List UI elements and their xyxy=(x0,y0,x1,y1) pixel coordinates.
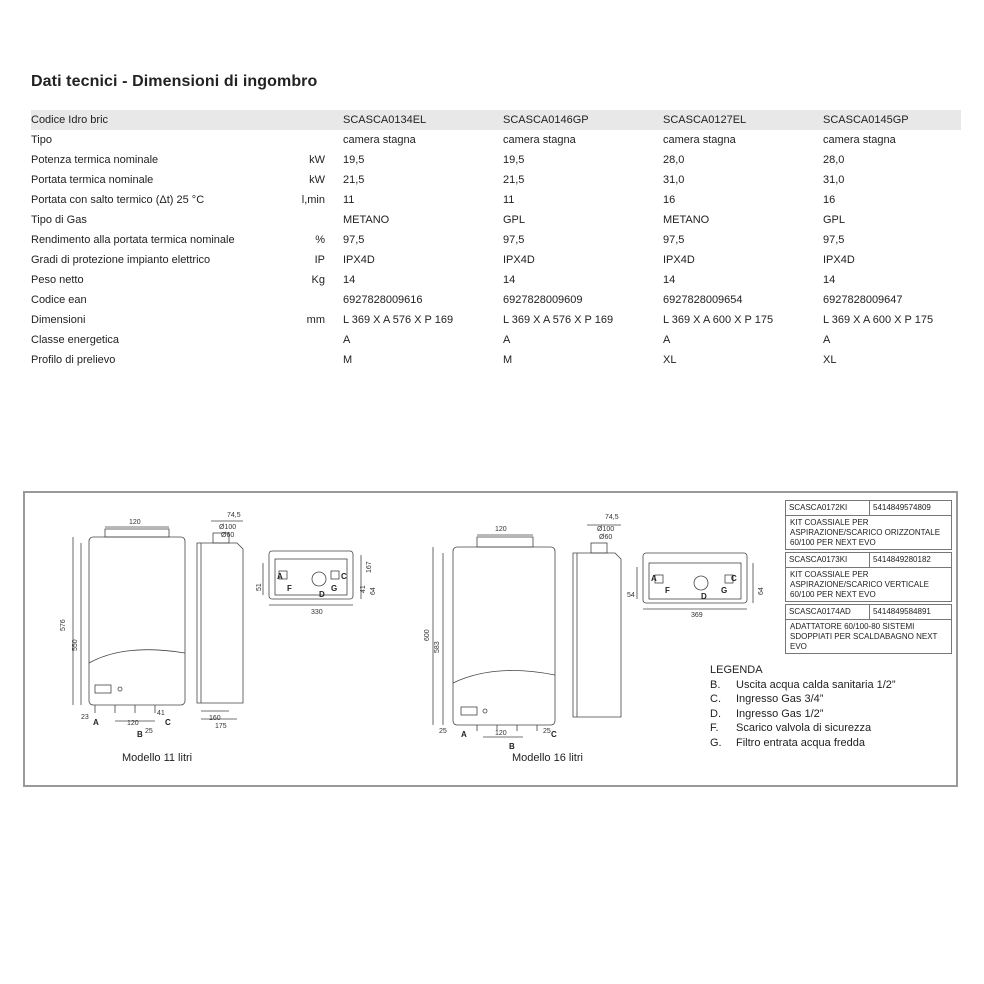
accessory-code-row xyxy=(785,604,952,620)
spec-value: SCASCA0134EL xyxy=(343,110,503,130)
spec-value: 14 xyxy=(823,274,836,286)
legend-text: Scarico valvola di sicurezza xyxy=(736,722,872,734)
spec-value: IPX4D xyxy=(343,254,375,266)
spec-row xyxy=(31,330,961,350)
dim-16-left-offset: 25 xyxy=(439,728,447,735)
spec-value: A xyxy=(663,334,671,346)
spec-label: Tipo xyxy=(31,134,52,146)
accessory-description: KIT COASSIALE PER ASPIRAZIONE/SCARICO VERTICALE 60/100 PER NEXT EVO xyxy=(785,568,952,602)
spec-label: Codice ean xyxy=(31,294,87,306)
accessory-ean: 5414849280182 xyxy=(873,555,931,564)
side-view-16 xyxy=(573,525,621,717)
dim-11-left-offset: 23 xyxy=(81,714,89,721)
spec-value: L 369 X A 576 X P 169 xyxy=(503,314,614,326)
dim-16-d100: Ø100 xyxy=(597,526,615,533)
dim-11-d60: Ø60 xyxy=(221,532,235,539)
spec-label: Dimensioni xyxy=(31,314,86,326)
spec-value: camera stagna xyxy=(663,134,736,146)
spec-row xyxy=(31,170,961,190)
spec-unit: IP xyxy=(314,254,325,266)
spec-value: 14 xyxy=(343,274,356,286)
spec-value: A xyxy=(823,334,831,346)
label-11-bottom-f: F xyxy=(287,584,292,593)
label-16-bottom-a: A xyxy=(651,574,657,583)
label-16-bottom-g: G xyxy=(721,586,728,595)
spec-value: 97,5 xyxy=(503,234,525,246)
side-view-11 xyxy=(197,521,243,719)
spec-value: M xyxy=(503,354,513,366)
spec-row xyxy=(31,290,961,310)
spec-value: 21,5 xyxy=(503,174,525,186)
accessory-code: SCASCA0172KI xyxy=(786,501,870,515)
spec-value: A xyxy=(343,334,351,346)
accessory-ean: 5414849574809 xyxy=(873,503,931,512)
accessory-description: KIT COASSIALE PER ASPIRAZIONE/SCARICO ORIZZONTALE 60/100 PER NEXT EVO xyxy=(785,516,952,550)
label-16-b: B xyxy=(509,742,515,751)
dim-11-left-h: 51 xyxy=(256,583,263,591)
spec-value: SCASCA0127EL xyxy=(663,110,823,130)
dim-11-right-h3: 64 xyxy=(370,587,377,595)
dim-16-height-body: 583 xyxy=(434,641,441,653)
spec-label: Portata termica nominale xyxy=(31,174,154,186)
spec-value: 16 xyxy=(823,194,836,206)
spec-label: Rendimento alla portata termica nominale xyxy=(31,234,235,246)
spec-unit: l,min xyxy=(301,194,325,206)
spec-label: Portata con salto termico (Δt) 25 °C xyxy=(31,194,205,206)
spec-unit xyxy=(301,130,343,150)
accessories-box xyxy=(785,500,952,656)
legend-key: B. xyxy=(710,678,721,691)
spec-label: Classe energetica xyxy=(31,334,120,346)
spec-value: 21,5 xyxy=(343,174,365,186)
spec-value: SCASCA0145GP xyxy=(823,110,961,130)
legend-key: C. xyxy=(710,693,721,705)
spec-unit: kW xyxy=(309,174,325,186)
spec-value: METANO xyxy=(343,214,390,226)
legend-item xyxy=(710,692,896,707)
accessory-ean: 5414849584891 xyxy=(873,607,931,616)
spec-value: 14 xyxy=(503,274,516,286)
spec-value: XL xyxy=(663,354,677,366)
dim-11-depth-top: 74,5 xyxy=(227,512,241,519)
legend-key: D. xyxy=(710,707,721,720)
spec-row xyxy=(31,350,961,370)
dim-16-depth-top: 74,5 xyxy=(605,514,619,521)
spec-value: 28,0 xyxy=(663,154,685,166)
spec-value: 19,5 xyxy=(503,154,525,166)
dim-11-bottom-width: 330 xyxy=(311,609,323,616)
legend-key: G. xyxy=(710,736,722,749)
model-16-caption: Modello 16 litri xyxy=(512,752,583,764)
label-11-b: B xyxy=(137,730,143,739)
dim-16-height-total: 600 xyxy=(424,629,431,641)
spec-value: SCASCA0146GP xyxy=(503,110,663,130)
dim-11-offset-25: 25 xyxy=(145,728,153,735)
spec-unit: mm xyxy=(306,314,325,326)
accessory-code: SCASCA0173KI xyxy=(786,553,870,567)
spec-value: 6927828009654 xyxy=(663,294,743,306)
spec-unit xyxy=(301,330,343,350)
dim-16-right-h: 64 xyxy=(758,587,765,595)
dim-11-depth-2: 175 xyxy=(215,723,227,730)
spec-label: Codice Idro bric xyxy=(31,110,301,130)
spec-value: camera stagna xyxy=(823,134,896,146)
spec-value: IPX4D xyxy=(503,254,535,266)
legend-text: Ingresso Gas 3/4” xyxy=(736,693,824,705)
spec-value: camera stagna xyxy=(503,134,576,146)
spec-value: L 369 X A 576 X P 169 xyxy=(343,314,454,326)
spec-header-row xyxy=(31,110,961,130)
legend xyxy=(710,663,896,750)
spec-unit: kW xyxy=(309,154,325,166)
dim-11-bottom-spacing: 120 xyxy=(127,720,139,727)
spec-value: 31,0 xyxy=(823,174,845,186)
accessory-code: SCASCA0174AD xyxy=(786,605,870,619)
legend-key: F. xyxy=(710,722,719,734)
spec-value: 97,5 xyxy=(343,234,365,246)
spec-row xyxy=(31,190,961,210)
spec-unit xyxy=(301,210,343,230)
label-11-bottom-a: A xyxy=(277,572,283,581)
accessory-code-row xyxy=(785,500,952,516)
label-16-bottom-c: C xyxy=(731,574,737,583)
label-16-a: A xyxy=(461,730,467,739)
dim-11-height-body: 550 xyxy=(72,639,79,651)
dim-11-d100: Ø100 xyxy=(219,524,237,531)
legend-item xyxy=(710,678,896,693)
spec-value: IPX4D xyxy=(823,254,855,266)
front-view-11 xyxy=(73,527,185,721)
legend-item xyxy=(710,736,896,751)
spec-row xyxy=(31,230,961,250)
model-11-caption: Modello 11 litri xyxy=(122,752,193,764)
front-view-16 xyxy=(433,535,555,737)
spec-label: Gradi di protezione impianto elettrico xyxy=(31,254,211,266)
spec-label: Peso netto xyxy=(31,274,84,286)
legend-text: Filtro entrata acqua fredda xyxy=(736,736,866,749)
dim-11-height-total: 576 xyxy=(60,619,67,631)
legend-text: Uscita acqua calda sanitaria 1/2” xyxy=(736,678,896,691)
dim-16-d60: Ø60 xyxy=(599,534,613,541)
legend-title: LEGENDA xyxy=(710,664,763,676)
spec-unit xyxy=(301,290,343,310)
spec-value: 31,0 xyxy=(663,174,685,186)
spec-value: 28,0 xyxy=(823,154,845,166)
label-11-bottom-c: C xyxy=(341,572,347,581)
spec-unit xyxy=(301,110,343,130)
dim-11-top-width: 120 xyxy=(129,519,141,526)
spec-row xyxy=(31,150,961,170)
label-16-bottom-d: D xyxy=(701,592,707,601)
spec-value: GPL xyxy=(503,214,526,226)
spec-value: M xyxy=(343,354,353,366)
dim-11-right-h2: 41 xyxy=(360,585,367,593)
spec-value: 6927828009647 xyxy=(823,294,903,306)
page-title: Dati tecnici - Dimensioni di ingombro xyxy=(31,73,318,90)
spec-label: Potenza termica nominale xyxy=(31,154,159,166)
spec-row xyxy=(31,210,961,230)
dim-11-depth-1: 160 xyxy=(209,715,221,722)
spec-value: XL xyxy=(823,354,837,366)
dim-16-top-width: 120 xyxy=(495,526,507,533)
dim-11-right-offset: 41 xyxy=(157,710,165,717)
label-11-c: C xyxy=(165,718,171,727)
spec-value: L 369 X A 600 X P 175 xyxy=(663,314,774,326)
spec-value: 11 xyxy=(503,194,515,206)
legend-item xyxy=(710,707,896,722)
spec-label: Profilo di prelievo xyxy=(31,354,116,366)
dim-16-bottom-width: 369 xyxy=(691,612,703,619)
spec-value: METANO xyxy=(663,214,710,226)
dim-16-right-offset: 25 xyxy=(543,728,551,735)
spec-unit xyxy=(301,350,343,370)
spec-row xyxy=(31,310,961,330)
spec-unit: % xyxy=(315,234,325,246)
label-16-c: C xyxy=(551,730,557,739)
legend-text: Ingresso Gas 1/2” xyxy=(736,707,824,720)
spec-value: 6927828009616 xyxy=(343,294,423,306)
dim-16-bottom-spacing: 120 xyxy=(495,730,507,737)
accessory-description: ADATTATORE 60/100-80 SISTEMI SDOPPIATI PER SCALDABAGNO NEXT EVO xyxy=(785,620,952,654)
label-11-a: A xyxy=(93,718,99,727)
legend-item xyxy=(710,721,896,736)
dim-11-right-h1: 167 xyxy=(366,561,373,573)
spec-value: camera stagna xyxy=(343,134,416,146)
spec-table xyxy=(31,110,961,370)
spec-value: 97,5 xyxy=(663,234,685,246)
spec-value: GPL xyxy=(823,214,846,226)
spec-value: L 369 X A 600 X P 175 xyxy=(823,314,934,326)
accessory-code-row xyxy=(785,552,952,568)
spec-value: 14 xyxy=(663,274,676,286)
label-11-bottom-d: D xyxy=(319,590,325,599)
label-11-bottom-g: G xyxy=(331,584,338,593)
spec-row xyxy=(31,250,961,270)
spec-value: 16 xyxy=(663,194,676,206)
dim-16-left-h: 54 xyxy=(627,592,635,599)
spec-row xyxy=(31,130,961,150)
label-16-bottom-f: F xyxy=(665,586,670,595)
spec-value: 11 xyxy=(343,194,355,206)
spec-value: IPX4D xyxy=(663,254,695,266)
spec-value: 19,5 xyxy=(343,154,365,166)
spec-row xyxy=(31,270,961,290)
spec-value: 97,5 xyxy=(823,234,845,246)
spec-value: A xyxy=(503,334,511,346)
spec-value: 6927828009609 xyxy=(503,294,583,306)
spec-label: Tipo di Gas xyxy=(31,214,87,226)
spec-unit: Kg xyxy=(311,274,325,286)
